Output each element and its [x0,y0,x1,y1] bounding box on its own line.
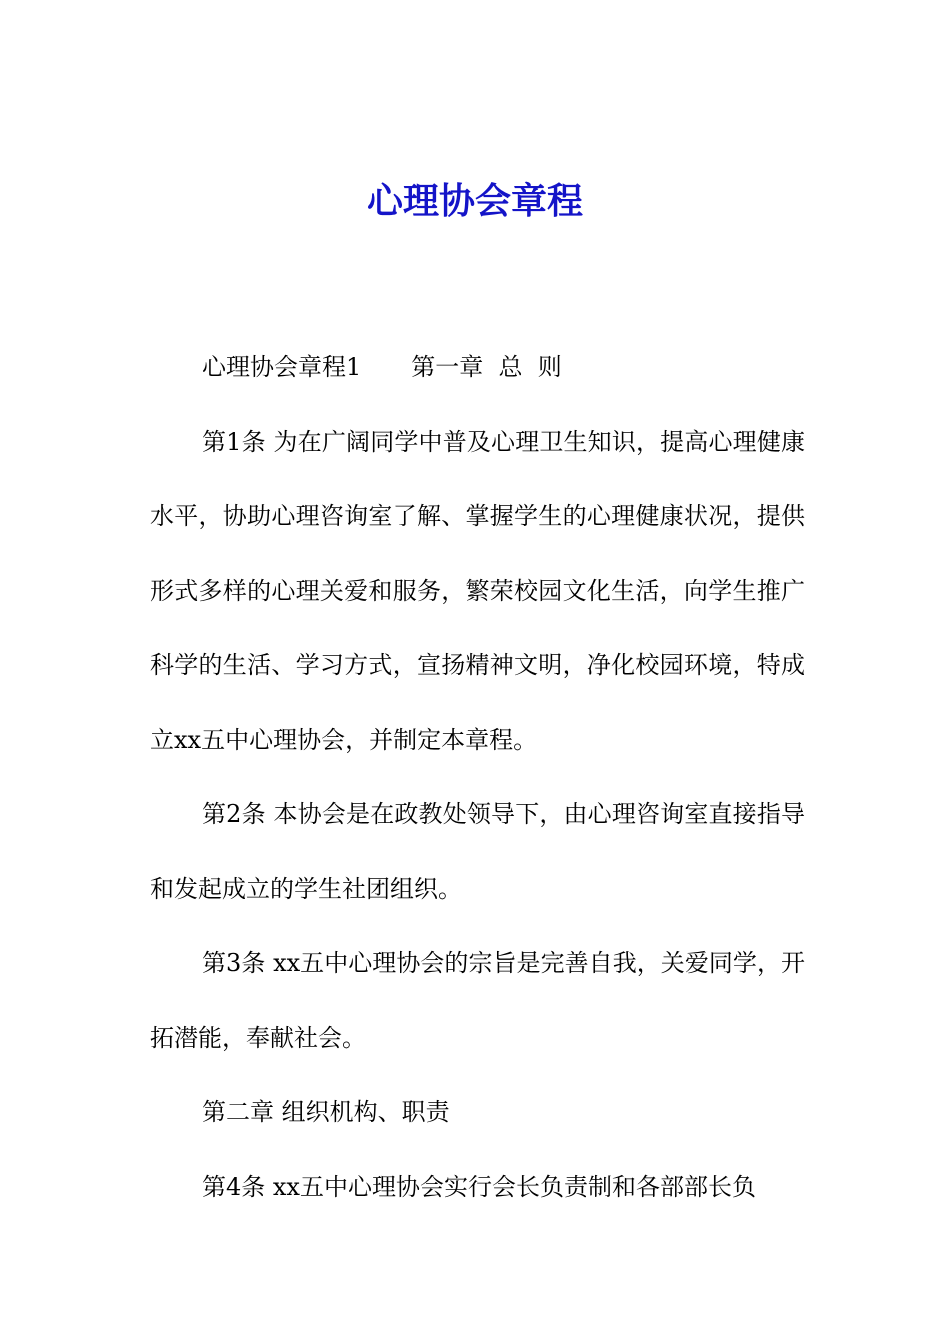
document-body [150,330,805,1224]
chapter-1-heading: 第一章 总 则 [411,353,562,381]
charter-subtitle: 心理协会章程1 [202,353,362,381]
article-4-paragraph: 第4条 xx五中心理协会实行会长负责制和各部部长负 [202,1172,756,1201]
article-2-paragraph: 第2条 本协会是在政教处领导下，由心理咨询室直接指导和发起成立的学生社团组织。 [150,800,805,903]
chapter-2-heading: 第二章 组织机构、职责 [202,1098,450,1126]
article-1-paragraph: 第1条 为在广阔同学中普及心理卫生知识，提高心理健康水平，协助心理咨询室了解、掌握学生的心理健康状况，提供形式多样的心理关爱和服务，繁荣校园文化生活，向学生推广科学的生活、学习方式，宣扬精神文明，净化校园环境，特成立xx五中心理协会，并制定本章程。 [150,427,805,754]
article-3-paragraph: 第3条 xx五中心理协会的宗旨是完善自我，关爱同学，开拓潜能，奉献社会。 [150,949,805,1052]
document-title: 心理协会章程 [366,181,583,222]
intro-heading-paragraph [150,330,805,405]
